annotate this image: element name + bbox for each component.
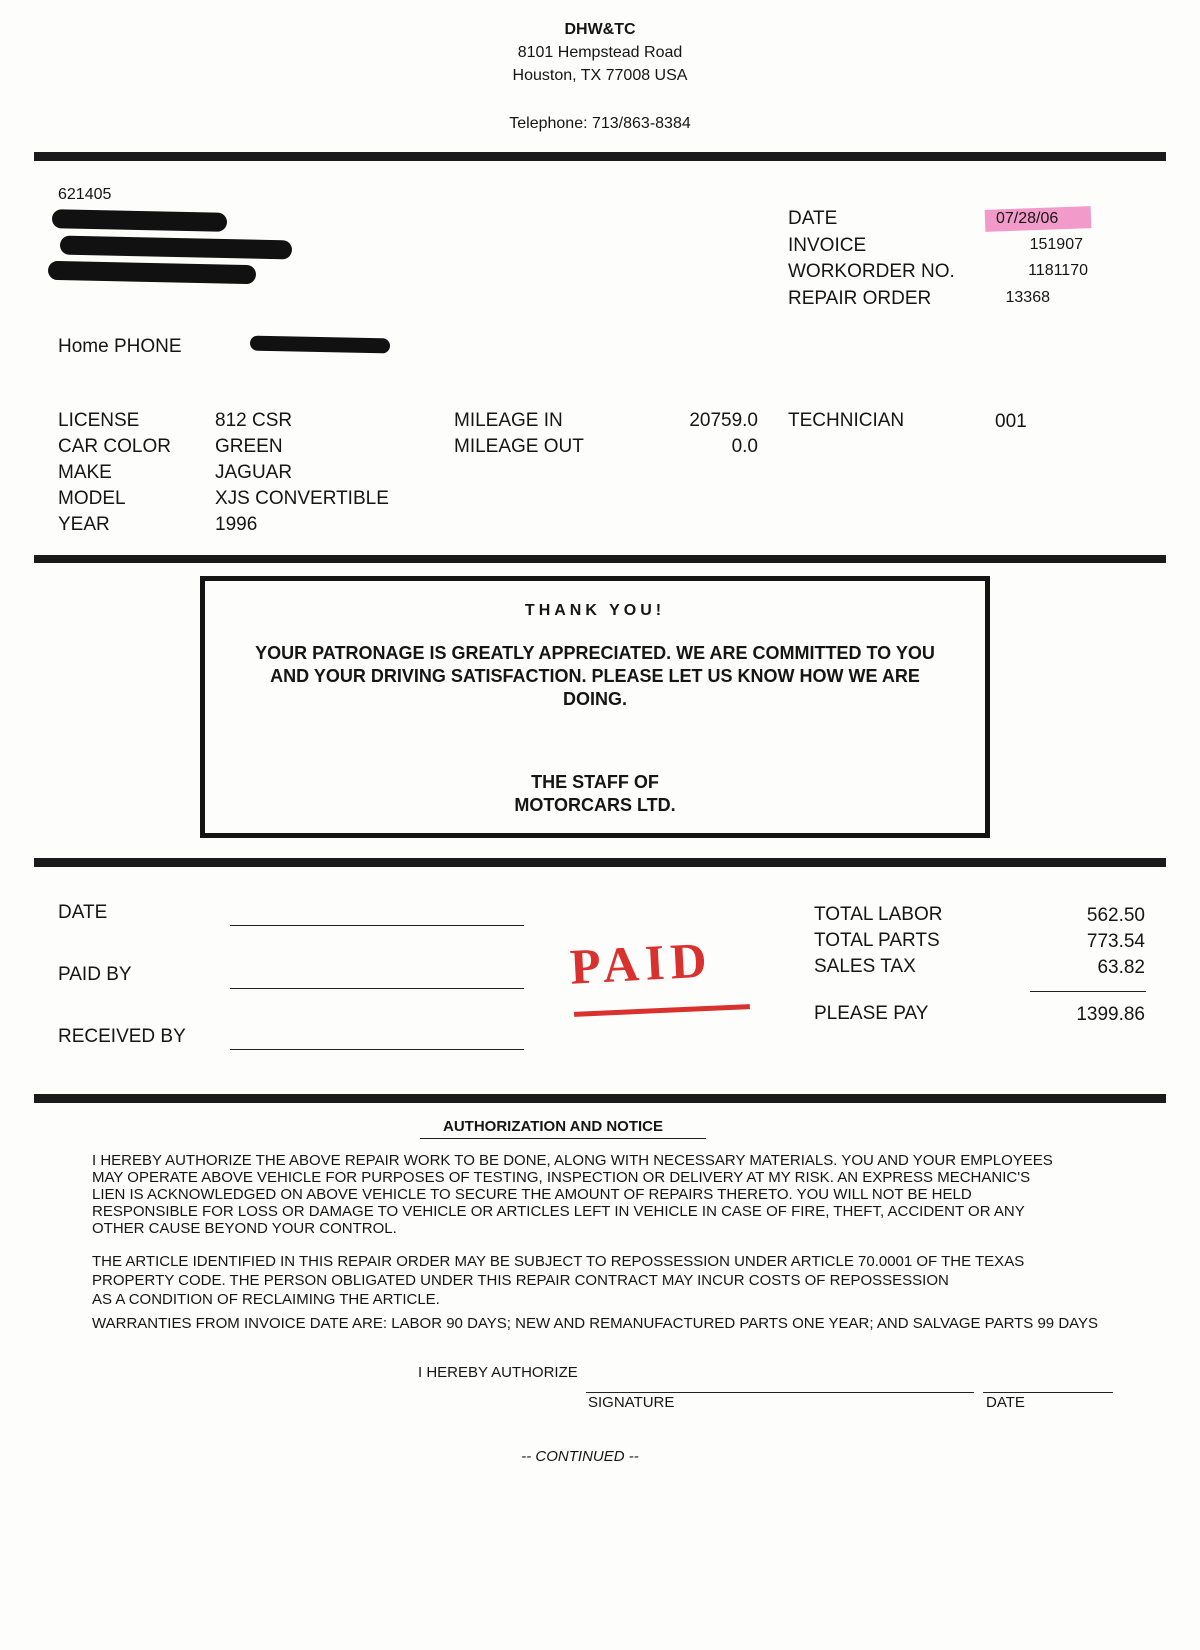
car-color-value: GREEN [215, 436, 283, 457]
car-color-label: CAR COLOR [58, 436, 171, 457]
payment-date-label: DATE [58, 902, 108, 923]
workorder-label: WORKORDER NO. [788, 261, 955, 282]
thank-you-line2: AND YOUR DRIVING SATISFACTION. PLEASE LET US KNOW HOW WE ARE [270, 666, 920, 686]
year-value: 1996 [215, 514, 258, 535]
notice-p1-line5: OTHER CAUSE BEYOND YOUR CONTROL. [92, 1220, 397, 1237]
home-phone-label: Home PHONE [58, 336, 182, 357]
notice-p1-line2: MAY OPERATE ABOVE VEHICLE FOR PURPOSES OF TESTING, INSPECTION OR DELIVERY AT MY RISK. AN EXPRESS MECHANIC'S [92, 1169, 1031, 1186]
model-value: XJS CONVERTIBLE [215, 488, 389, 509]
make-label: MAKE [58, 462, 112, 483]
workorder-value: 1181170 [1028, 262, 1088, 279]
notice-heading: AUTHORIZATION AND NOTICE [443, 1118, 663, 1135]
redaction-bar [60, 236, 292, 260]
mileage-in-value: 20759.0 [689, 410, 758, 431]
totals-sum-line [1030, 991, 1146, 992]
signature-date-label: DATE [986, 1394, 1025, 1411]
customer-number: 621405 [58, 186, 112, 203]
mileage-out-label: MILEAGE OUT [454, 436, 584, 457]
paid-stamp: PAID [568, 931, 714, 995]
total-parts-label: TOTAL PARTS [814, 930, 940, 951]
received-by-label: RECEIVED BY [58, 1026, 186, 1047]
paid-stamp-underline [574, 1004, 750, 1017]
divider-rule [34, 1094, 1166, 1103]
sales-tax-value: 63.82 [1097, 957, 1145, 978]
repair-order-label: REPAIR ORDER [788, 288, 932, 309]
please-pay-label: PLEASE PAY [814, 1003, 929, 1024]
model-label: MODEL [58, 488, 126, 509]
continued-text: -- CONTINUED -- [521, 1448, 639, 1465]
notice-p2-line1: THE ARTICLE IDENTIFIED IN THIS REPAIR ORDER MAY BE SUBJECT TO REPOSSESSION UNDER ARTICLE 70.0001 OF THE TEXAS [92, 1253, 1025, 1270]
payment-date-line [230, 925, 524, 926]
thank-you-line1: YOUR PATRONAGE IS GREATLY APPRECIATED. WE ARE COMMITTED TO YOU [255, 643, 935, 663]
redaction-bar [250, 336, 390, 354]
notice-p1-line4: RESPONSIBLE FOR LOSS OR DAMAGE TO VEHICLE OR ARTICLES LEFT IN VEHICLE IN CASE OF FIRE, THEFT, ACCIDENT OR ANY [92, 1203, 1025, 1220]
total-labor-label: TOTAL LABOR [814, 904, 943, 925]
signature-date-line [983, 1392, 1113, 1393]
divider-rule [34, 858, 1166, 867]
signature-line [586, 1392, 974, 1393]
repair-order-value: 13368 [1005, 289, 1050, 306]
company-telephone: Telephone: 713/863-8384 [509, 115, 691, 132]
redaction-bar [48, 261, 256, 284]
notice-heading-underline [420, 1138, 706, 1139]
thank-you-signoff1: THE STAFF OF [531, 772, 659, 792]
year-label: YEAR [58, 514, 110, 535]
mileage-in-label: MILEAGE IN [454, 410, 563, 431]
notice-p1-line1: I HEREBY AUTHORIZE THE ABOVE REPAIR WORK TO BE DONE, ALONG WITH NECESSARY MATERIALS. YOU AND YOUR EMPLOYEES [92, 1152, 1053, 1169]
make-value: JAGUAR [215, 462, 293, 483]
order-date-value: 07/28/06 [996, 210, 1059, 227]
signature-label: SIGNATURE [588, 1394, 675, 1411]
divider-rule [34, 152, 1166, 161]
company-name: DHW&TC [564, 21, 636, 38]
mileage-out-value: 0.0 [731, 436, 758, 457]
authorize-text: I HEREBY AUTHORIZE [418, 1364, 578, 1381]
sales-tax-label: SALES TAX [814, 956, 916, 977]
license-value: 812 CSR [215, 410, 293, 431]
received-by-line [230, 1049, 524, 1050]
notice-p2-line2: PROPERTY CODE. THE PERSON OBLIGATED UNDER THIS REPAIR CONTRACT MAY INCUR COSTS OF REPOSSESSION [92, 1272, 949, 1289]
redaction-bar [52, 209, 227, 232]
company-address-line1: 8101 Hempstead Road [517, 44, 683, 61]
invoice-value: 151907 [1029, 236, 1083, 253]
thank-you-signoff2: MOTORCARS LTD. [514, 795, 676, 815]
paid-by-line [230, 988, 524, 989]
please-pay-value: 1399.86 [1076, 1004, 1145, 1025]
order-date-label: DATE [788, 208, 838, 229]
notice-p2-line3: AS A CONDITION OF RECLAIMING THE ARTICLE. [92, 1291, 440, 1308]
total-labor-value: 562.50 [1086, 905, 1145, 926]
notice-p1-line3: LIEN IS ACKNOWLEDGED ON ABOVE VEHICLE TO SECURE THE AMOUNT OF REPAIRS THERETO. YOU WILL NOT BE HELD [92, 1186, 972, 1203]
company-address-line2: Houston, TX 77008 USA [512, 67, 688, 84]
paid-by-label: PAID BY [58, 964, 132, 985]
warranty-text: WARRANTIES FROM INVOICE DATE ARE: LABOR 90 DAYS; NEW AND REMANUFACTURED PARTS ONE YEAR; AND SALVAGE PARTS 99 DAYS [92, 1315, 1099, 1332]
technician-value: 001 [995, 411, 1027, 432]
thank-you-title: THANK YOU! [524, 602, 666, 619]
invoice-label: INVOICE [788, 235, 867, 256]
divider-rule [34, 555, 1166, 563]
thank-you-line3: DOING. [562, 689, 627, 709]
technician-label: TECHNICIAN [788, 410, 905, 431]
license-label: LICENSE [58, 410, 140, 431]
total-parts-value: 773.54 [1086, 931, 1145, 952]
